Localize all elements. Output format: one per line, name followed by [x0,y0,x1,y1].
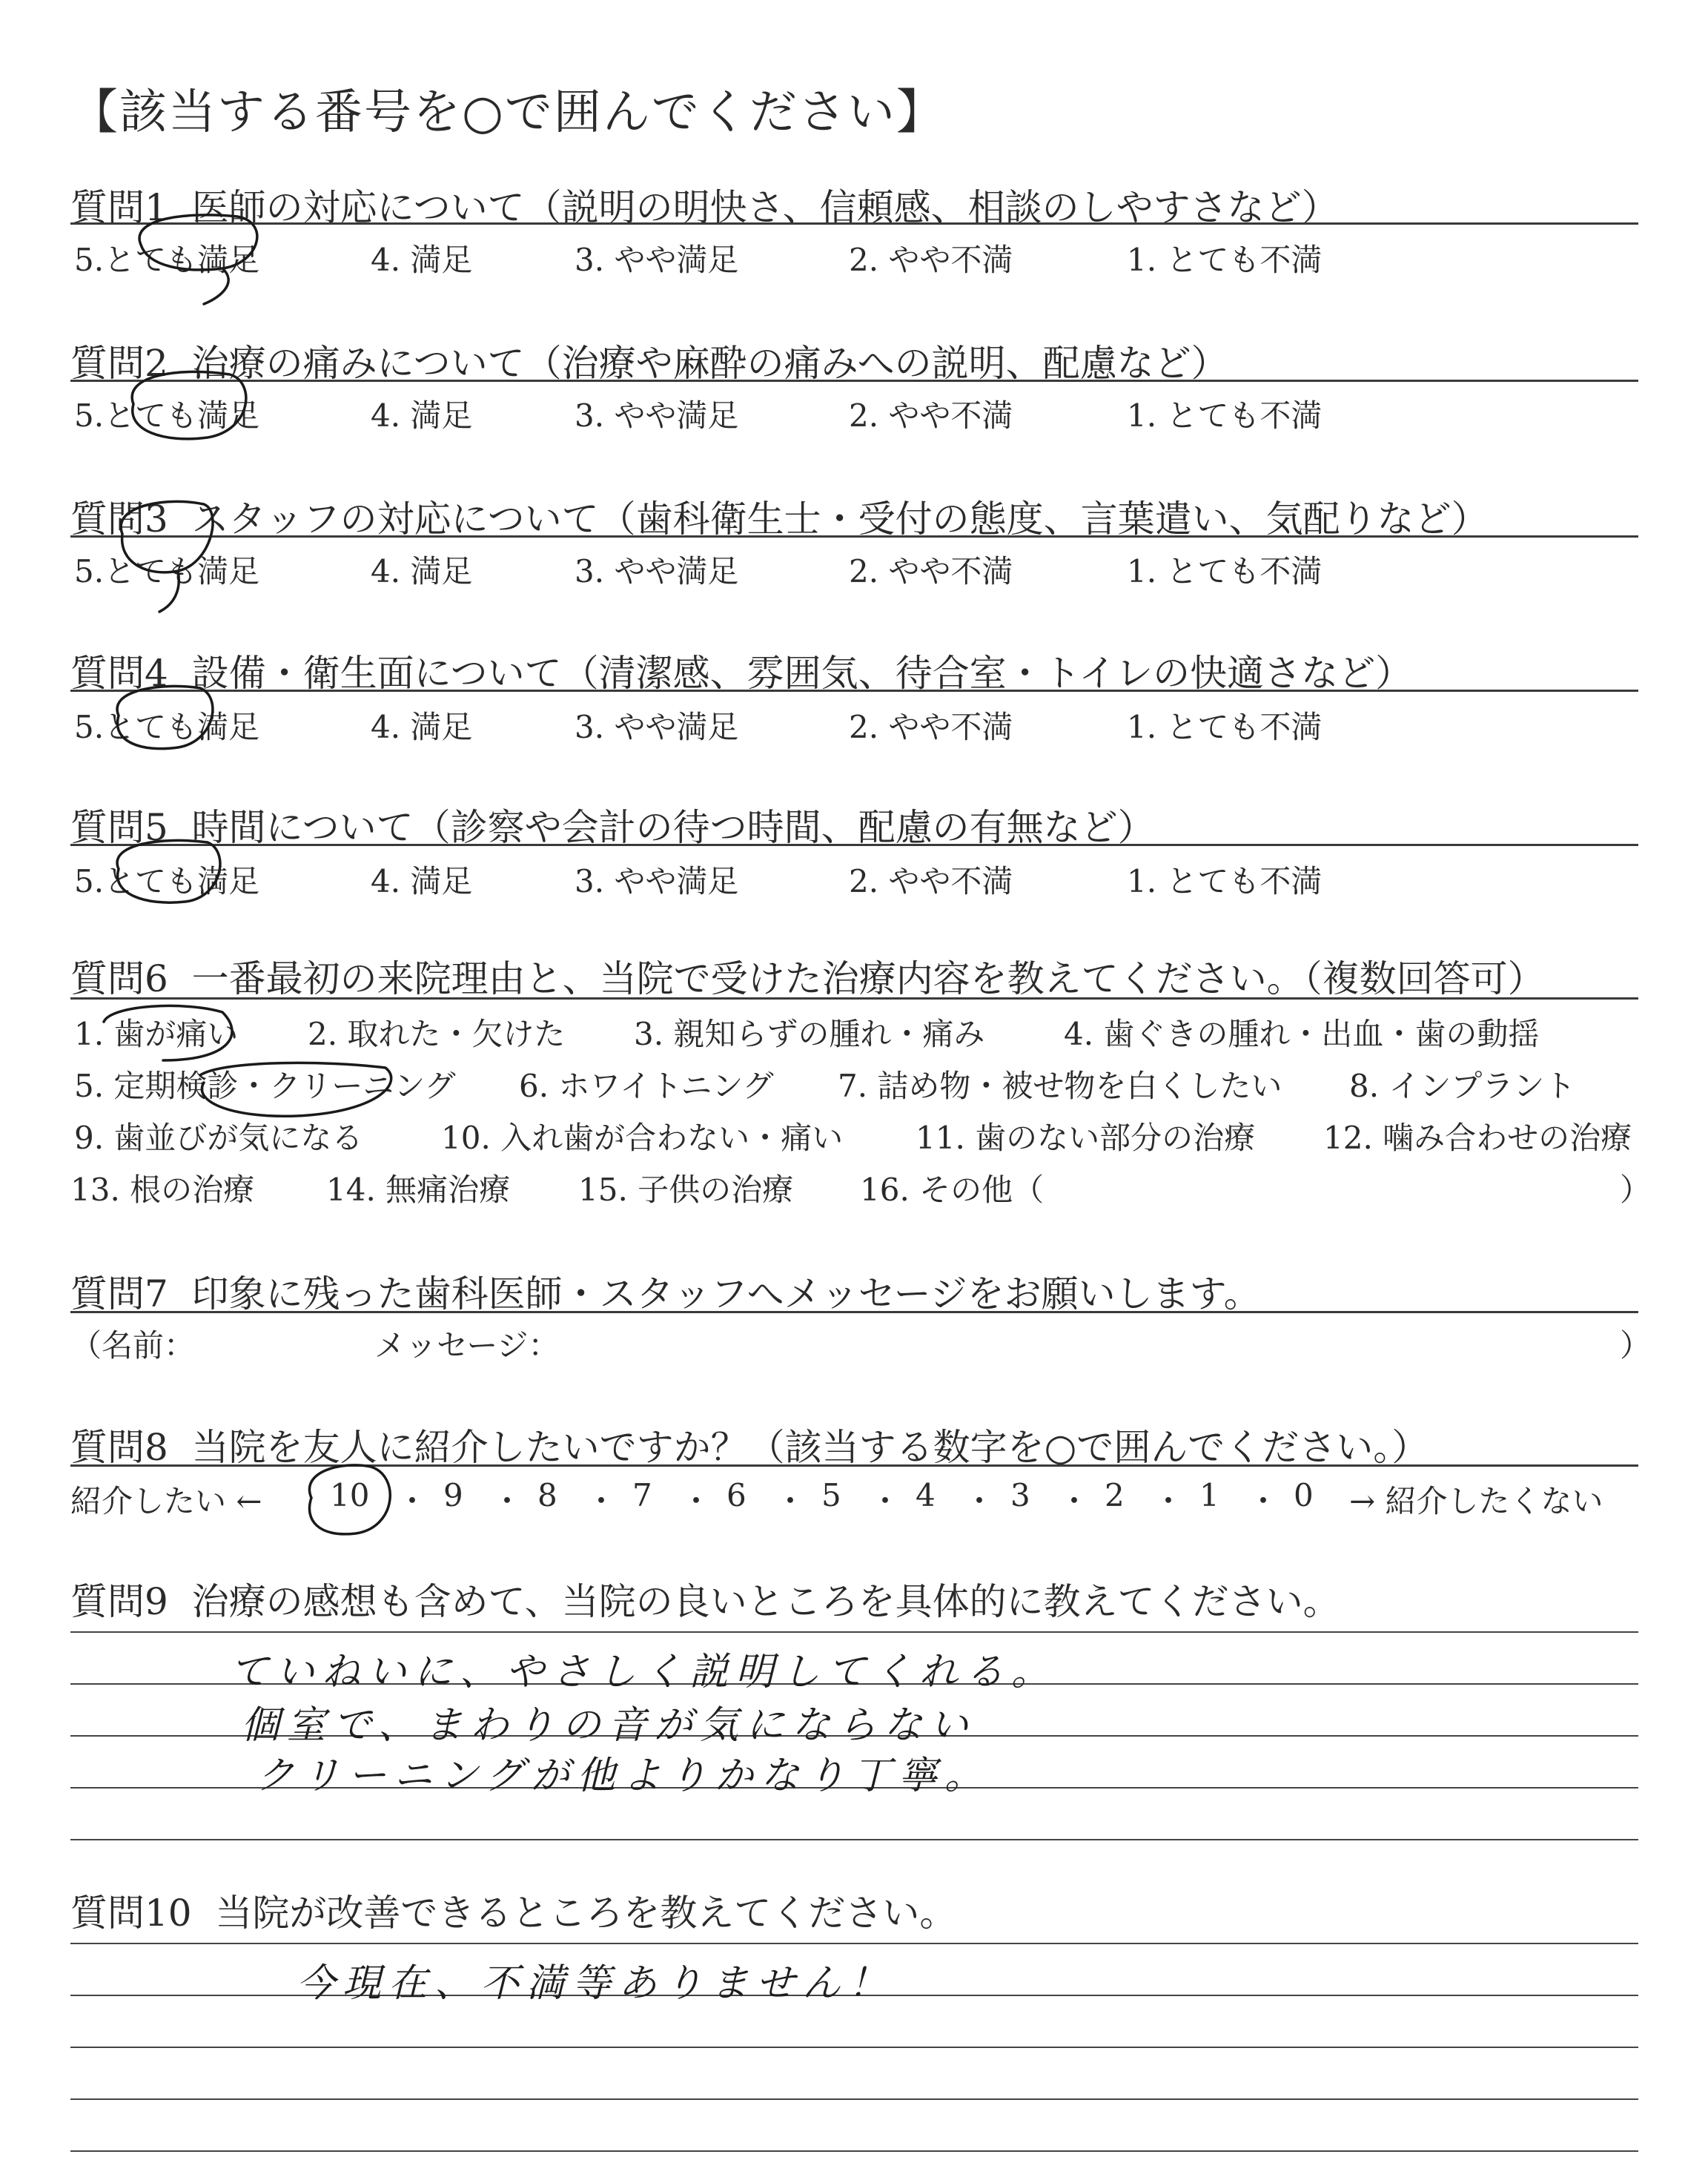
q6-option-16[interactable]: 16. その他（ [860,1172,1045,1208]
question-7-label: 質問7 [70,1272,168,1315]
q8-number-7[interactable]: 7 [632,1477,652,1513]
question-2-label: 質問2 [70,342,168,385]
q8-sep: ・ [775,1483,807,1519]
question-9-label: 質問9 [70,1580,168,1623]
q7-name-label: （名前： [70,1327,196,1364]
q2-option-1[interactable]: 1. とても不満 [1127,397,1323,434]
question-7-text: 印象に残った歯科医師・スタッフへメッセージをお願いします。 [191,1272,1261,1315]
q8-number-4[interactable]: 4 [916,1477,936,1513]
q6-option-10[interactable]: 10. 入れ歯が合わない・痛い [441,1120,844,1156]
q8-sep: ・ [1059,1483,1090,1519]
q1-option-3[interactable]: 3. やや満足 [575,242,739,278]
q1-option-2[interactable]: 2. やや不満 [849,242,1013,278]
q6-option-7[interactable]: 7. 詰め物・被せ物を白くしたい [838,1068,1282,1104]
q5-option-5[interactable]: 5.とても満足 [74,863,260,899]
q5-option-4[interactable]: 4. 満足 [371,863,473,899]
q3-option-1[interactable]: 1. とても不満 [1127,553,1323,589]
q8-number-9[interactable]: 9 [443,1477,463,1513]
q6-option-15[interactable]: 15. 子供の治療 [578,1172,794,1208]
q3-option-3[interactable]: 3. やや満足 [575,553,739,589]
q8-sep: ・ [491,1483,523,1519]
q8-number-2[interactable]: 2 [1105,1477,1125,1513]
q4-option-3[interactable]: 3. やや満足 [575,709,739,745]
q8-number-0[interactable]: 0 [1294,1477,1314,1513]
q6-option-1-circle-mark [104,1005,232,1060]
q8-number-6[interactable]: 6 [726,1477,747,1513]
q4-option-4[interactable]: 4. 満足 [371,709,473,745]
q7-message-label: メッセージ： [374,1327,560,1364]
q6-option-2[interactable]: 2. 取れた・欠けた [308,1016,566,1052]
q2-option-5[interactable]: 5.とても満足 [74,397,260,434]
question-3-text: スタッフの対応について（歯科衛生士・受付の態度、言葉遣い、気配りなど） [191,498,1489,541]
q8-number-8[interactable]: 8 [537,1477,557,1513]
q1-option-5[interactable]: 5.とても満足 [74,242,260,278]
question-3-label: 質問3 [70,498,168,541]
q5-option-3[interactable]: 3. やや満足 [575,863,739,899]
question-6-text: 一番最初の来院理由と、当院で受けた治療内容を教えてください。（複数回答可） [191,957,1545,1000]
question-2-text: 治療の痛みについて（治療や麻酔の痛みへの説明、配慮など） [191,342,1228,385]
question-6-label: 質問6 [70,957,168,1000]
q6-option-1[interactable]: 1. 歯が痛い [74,1016,239,1052]
q6-option-5-circle-mark [200,1063,391,1116]
q3-circle-mark [121,501,213,612]
q8-number-10[interactable]: 10 [330,1477,370,1513]
question-1-label: 質問1 [70,186,168,229]
q6-option-9[interactable]: 9. 歯並びが気になる [74,1120,363,1156]
q3-option-4[interactable]: 4. 満足 [371,553,473,589]
q8-sep: ・ [1248,1483,1280,1519]
q6-option-12[interactable]: 12. 噛み合わせの治療 [1323,1120,1632,1156]
question-4-text: 設備・衛生面について（清潔感、雰囲気、待合室・トイレの快適さなど） [191,652,1413,695]
question-8-label: 質問8 [70,1426,168,1469]
q6-option-11[interactable]: 11. 歯のない部分の治療 [916,1120,1256,1156]
q2-option-2[interactable]: 2. やや不満 [849,397,1013,434]
question-9-text: 治療の感想も含めて、当院の良いところを具体的に教えてください。 [191,1580,1340,1623]
question-8-text: 当院を友人に紹介したいですか？（該当する数字を○で囲んでください。） [191,1426,1429,1469]
q8-right-label: → 紹介したくない [1349,1483,1603,1519]
q4-option-1[interactable]: 1. とても不満 [1127,709,1323,745]
question-4-label: 質問4 [70,652,168,695]
q8-number-3[interactable]: 3 [1010,1477,1030,1513]
q3-option-5[interactable]: 5.とても満足 [74,553,260,589]
q8-sep: ・ [1153,1483,1185,1519]
q6-other-close-paren: ） [1620,1172,1652,1208]
q1-circle-mark [139,215,257,304]
q8-sep: ・ [964,1483,996,1519]
q6-option-6[interactable]: 6. ホワイトニング [519,1068,774,1104]
page-title: 【該当する番号を○で囲んでください】 [70,85,945,140]
q2-option-3[interactable]: 3. やや満足 [575,397,739,434]
q4-circle-mark [117,686,213,748]
q2-circle-mark [132,371,246,438]
q8-sep: ・ [681,1483,712,1519]
q9-answer-3: クリーニングが他よりかなり丁寧。 [256,1754,990,1798]
q8-sep: ・ [397,1483,428,1519]
q8-number-1[interactable]: 1 [1199,1477,1219,1513]
q4-option-2[interactable]: 2. やや不満 [849,709,1013,745]
q1-option-4[interactable]: 4. 満足 [371,242,473,278]
q7-close-paren: ） [1620,1327,1652,1364]
q8-circle-mark [309,1465,390,1534]
q8-sep: ・ [870,1483,901,1519]
q9-answer-2: 個室で、まわりの音が気にならない [241,1703,976,1748]
q6-option-8[interactable]: 8. インプラント [1349,1068,1576,1104]
q5-option-1[interactable]: 1. とても不満 [1127,863,1323,899]
q8-sep: ・ [586,1483,618,1519]
q6-option-5[interactable]: 5. 定期検診・クリーニング [74,1068,456,1104]
q8-number-5[interactable]: 5 [821,1477,841,1513]
q3-option-2[interactable]: 2. やや不満 [849,553,1013,589]
q6-option-3[interactable]: 3. 親知らずの腫れ・痛み [634,1016,985,1052]
q5-option-2[interactable]: 2. やや不満 [849,863,1013,899]
q10-answer-1: 今現在、不満等ありません！ [297,1961,895,2006]
q4-option-5[interactable]: 5.とても満足 [74,709,260,745]
q6-option-13[interactable]: 13. 根の治療 [70,1172,255,1208]
q5-circle-mark [117,840,220,902]
q1-option-1[interactable]: 1. とても不満 [1127,242,1323,278]
question-10-text: 当院が改善できるところを教えてください。 [215,1892,957,1935]
question-5-text: 時間について（診察や会計の待つ時間、配慮の有無など） [191,806,1155,849]
q2-option-4[interactable]: 4. 満足 [371,397,473,434]
q9-answer-1: ていねいに、やさしく説明してくれる。 [230,1650,1058,1694]
question-5-label: 質問5 [70,806,168,849]
question-1-text: 医師の対応について（説明の明快さ、信頼感、相談のしやすさなど） [191,186,1339,229]
question-10-label: 質問10 [70,1892,192,1935]
q6-option-14[interactable]: 14. 無痛治療 [326,1172,511,1208]
q8-left-label: 紹介したい ← [70,1483,262,1519]
q6-option-4[interactable]: 4. 歯ぐきの腫れ・出血・歯の動揺 [1064,1016,1540,1052]
